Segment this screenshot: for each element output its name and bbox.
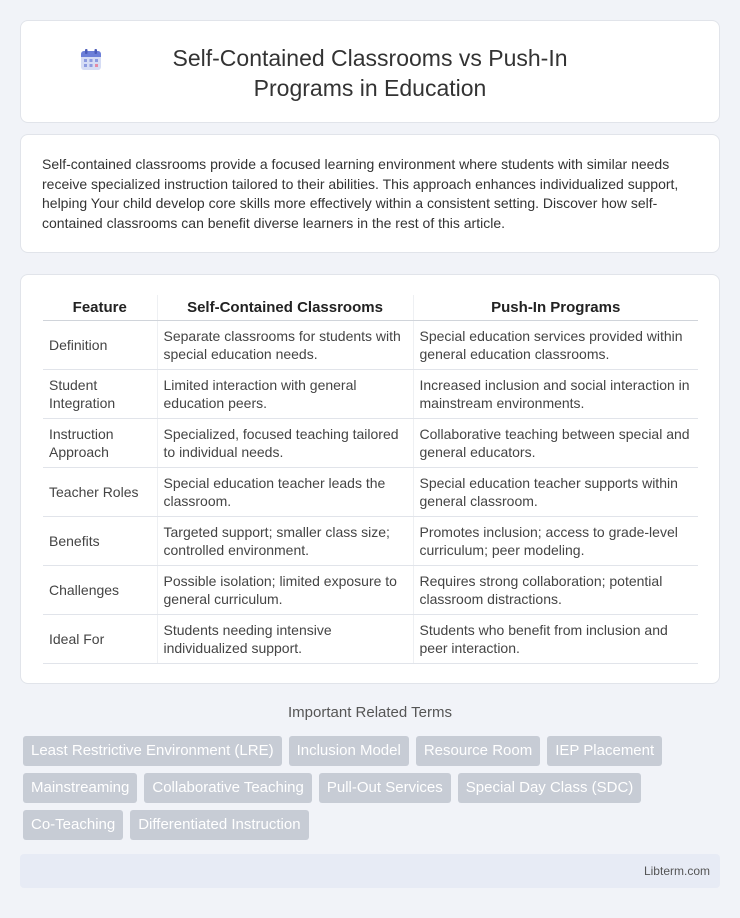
cell-push-in: Requires strong collaboration; potential classroom distractions.: [413, 565, 698, 614]
table-header-row: [43, 295, 698, 320]
header-push-in: Push-In Programs: [413, 295, 698, 320]
cell-push-in: Increased inclusion and social interaction in mainstream environments.: [413, 369, 698, 418]
related-term-tag[interactable]: IEP Placement: [547, 736, 662, 766]
table-row: [43, 565, 698, 614]
cell-self-contained: Special education teacher leads the classroom.: [157, 467, 413, 516]
title-card: [20, 20, 720, 123]
cell-self-contained: Separate classrooms for students with special education needs.: [157, 320, 413, 369]
cell-push-in: Special education services provided within general education classrooms.: [413, 320, 698, 369]
table-row: [43, 614, 698, 663]
row-feature: Benefits: [43, 516, 157, 565]
footer-brand[interactable]: Libterm.com: [643, 864, 710, 878]
cell-push-in: Collaborative teaching between special and general educators.: [413, 418, 698, 467]
related-terms-heading: Important Related Terms: [288, 704, 452, 721]
table-row: [43, 418, 698, 467]
row-feature: Challenges: [43, 565, 157, 614]
related-term-tag[interactable]: Co-Teaching: [23, 810, 123, 840]
comparison-card: [20, 274, 720, 684]
related-term-tag[interactable]: Resource Room: [416, 736, 540, 766]
row-feature: Student Integration: [43, 369, 157, 418]
related-term-tag[interactable]: Special Day Class (SDC): [458, 773, 642, 803]
footer: [20, 854, 720, 888]
cell-self-contained: Possible isolation; limited exposure to general curriculum.: [157, 565, 413, 614]
table-row: [43, 467, 698, 516]
intro-paragraph: Self-contained classrooms provide a focused learning environment where students with similar needs receive specialized instruction tailored to their abilities. This approach enhances individualized support, helping Your child develop core skills more effectively within a consistent setting. Discover how self-contained classrooms can benefit diverse learners in the rest of this article.: [42, 156, 679, 231]
related-term-tag[interactable]: Pull-Out Services: [319, 773, 451, 803]
cell-push-in: Special education teacher supports within general classroom.: [413, 467, 698, 516]
cell-self-contained: Specialized, focused teaching tailored to individual needs.: [157, 418, 413, 467]
cell-self-contained: Students needing intensive individualized support.: [157, 614, 413, 663]
related-term-tag[interactable]: Inclusion Model: [289, 736, 409, 766]
related-term-tag[interactable]: Collaborative Teaching: [144, 773, 312, 803]
related-terms-list: [23, 736, 713, 840]
table-row: [43, 516, 698, 565]
header-self-contained: Self-Contained Classrooms: [157, 295, 413, 320]
row-feature: Teacher Roles: [43, 467, 157, 516]
comparison-table: [43, 295, 698, 664]
cell-push-in: Students who benefit from inclusion and peer interaction.: [413, 614, 698, 663]
related-term-tag[interactable]: Least Restrictive Environment (LRE): [23, 736, 282, 766]
row-feature: Definition: [43, 320, 157, 369]
related-term-tag[interactable]: Mainstreaming: [23, 773, 137, 803]
intro-card: [20, 134, 720, 253]
table-row: [43, 369, 698, 418]
table-row: [43, 320, 698, 369]
page-title: Self-Contained Classrooms vs Push-In Programs in Education: [172, 45, 568, 101]
header-feature: Feature: [43, 295, 157, 320]
cell-self-contained: Limited interaction with general education peers.: [157, 369, 413, 418]
row-feature: Ideal For: [43, 614, 157, 663]
cell-self-contained: Targeted support; smaller class size; controlled environment.: [157, 516, 413, 565]
related-term-tag[interactable]: Differentiated Instruction: [130, 810, 308, 840]
row-feature: Instruction Approach: [43, 418, 157, 467]
cell-push-in: Promotes inclusion; access to grade-level curriculum; peer modeling.: [413, 516, 698, 565]
